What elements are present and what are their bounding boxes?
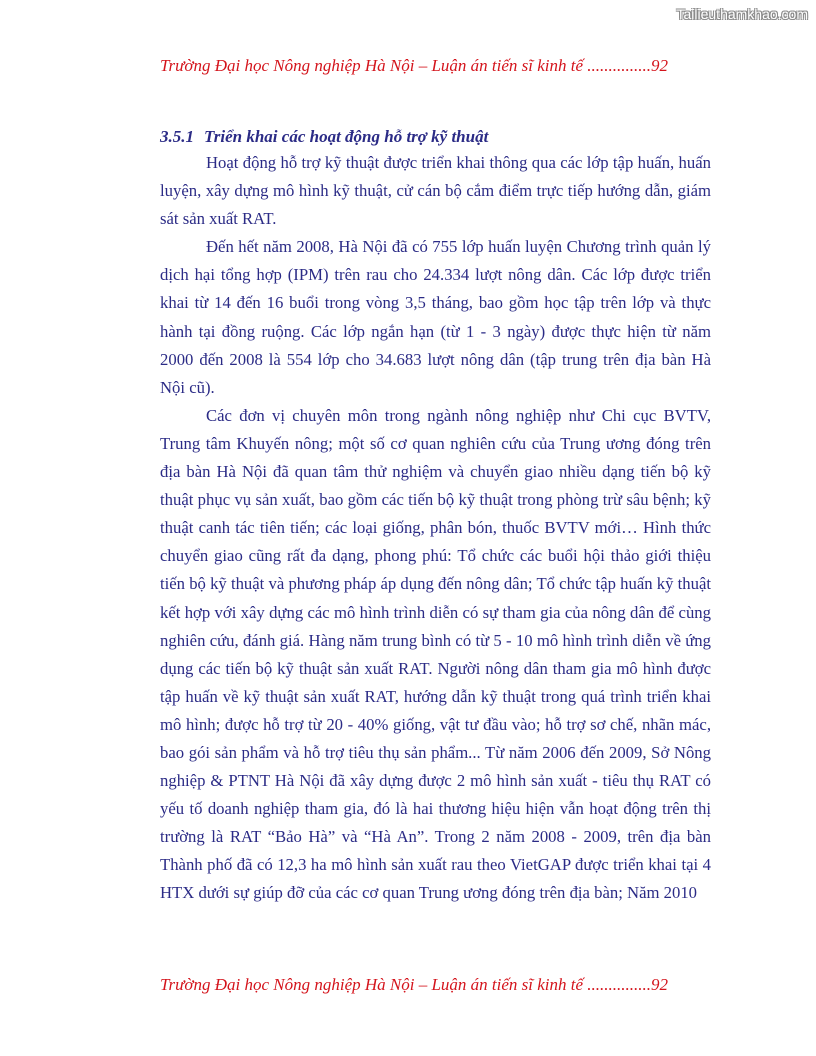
running-footer: Trường Đại học Nông nghiệp Hà Nội – Luận án tiến sĩ kinh tế ...............92: [160, 975, 669, 994]
page-content: [160, 126, 711, 908]
paragraph-2: Đến hết năm 2008, Hà Nội đã có 755 lớp huấn luyện Chương trình quản lý dịch hại tổng hợp (IPM) trên rau cho 24.334 lượt nông dân. Các lớp được triển khai từ 14 đến 16 buổi trong vòng 3,5 tháng, bao gồm học tập trên lớp và thực hành tại đồng ruộng. Các lớp ngắn hạn (từ 1 - 3 ngày) được thực hiện từ năm 2000 đến 2008 là 554 lớp cho 34.683 lượt nông dân (tập trung trên địa bàn Hà Nội cũ).: [160, 237, 711, 397]
paragraph-1: Hoạt động hỗ trợ kỹ thuật được triển khai thông qua các lớp tập huấn, huấn luyện, xây dựng mô hình kỹ thuật, cử cán bộ cắm điểm trực tiếp hướng dẫn, giám sát sản xuất RAT.: [160, 153, 711, 229]
watermark-text: Tailieuthamkhao.com: [676, 6, 808, 22]
running-header: Trường Đại học Nông nghiệp Hà Nội – Luận án tiến sĩ kinh tế ...............92: [160, 56, 669, 75]
section-title: Triển khai các hoạt động hỗ trợ kỹ thuật: [204, 127, 489, 146]
section-number: 3.5.1: [160, 127, 194, 146]
paragraph-3: Các đơn vị chuyên môn trong ngành nông nghiệp như Chi cục BVTV, Trung tâm Khuyến nông; một số cơ quan nghiên cứu của Trung ương đóng trên địa bàn Hà Nội đã quan tâm thử nghiệm và chuyển giao nhiều dạng tiến bộ kỹ thuật phục vụ sản xuất, bao gồm các tiến bộ kỹ thuật trong phòng trừ sâu bệnh; kỹ thuật canh tác tiên tiến; các loại giống, phân bón, thuốc BVTV mới… Hình thức chuyển giao cũng rất đa dạng, phong phú: Tổ chức các buổi hội thảo giới thiệu tiến bộ kỹ thuật và phương pháp áp dụng đến nông dân; Tổ chức tập huấn kỹ thuật kết hợp với xây dựng các mô hình trình diễn có sự tham gia của nông dân để cùng nghiên cứu, đánh giá. Hàng năm trung bình có từ 5 - 10 mô hình trình diễn về ứng dụng các tiến bộ kỹ thuật sản xuất RAT. Người nông dân tham gia mô hình được tập huấn về kỹ thuật sản xuất RAT, hướng dẫn kỹ thuật trong quá trình triển khai mô hình; được hỗ trợ từ 20 - 40% giống, vật tư đầu vào; hỗ trợ sơ chế, nhãn mác, bao gói sản phẩm và hỗ trợ tiêu thụ sản phẩm... Từ năm 2006 đến 2009, Sở Nông nghiệp & PTNT Hà Nội đã xây dựng được 2 mô hình sản xuất - tiêu thụ RAT có yếu tố doanh nghiệp tham gia, đó là hai thương hiệu hiện vẫn hoạt động trên thị trường là RAT “Bảo Hà” và “Hà An”. Trong 2 năm 2008 - 2009, trên địa bàn Thành phố đã có 12,3 ha mô hình sản xuất rau theo VietGAP được triển khai tại 4 HTX dưới sự giúp đỡ của các cơ quan Trung ương đóng trên địa bàn; Năm 2010: [160, 405, 711, 903]
section-heading: [160, 126, 711, 148]
